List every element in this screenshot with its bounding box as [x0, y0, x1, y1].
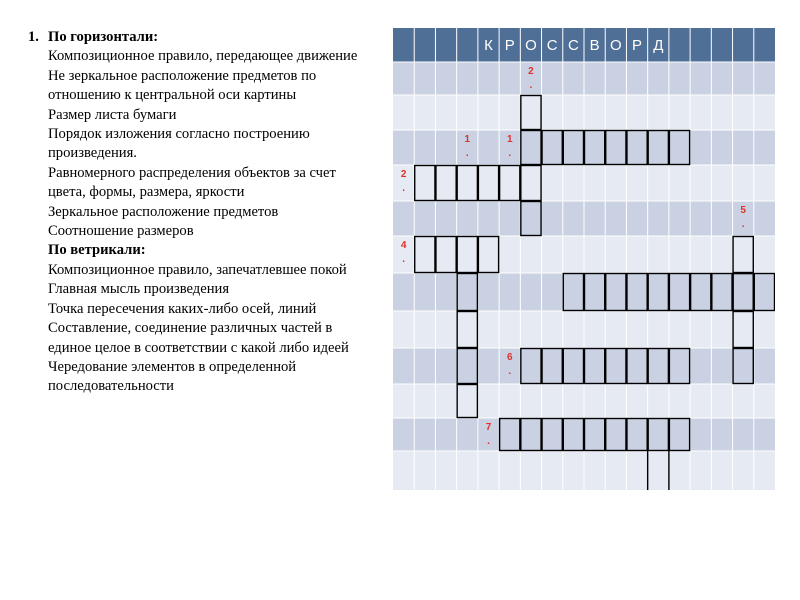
across-number: 1.: [28, 29, 39, 45]
across-clue: Порядок изложения согласно построению произведения.: [48, 126, 310, 162]
clue-marker: 1: [464, 134, 471, 145]
across-clue: Не зеркальное расположение предметов по отношению к центральной оси картины: [48, 67, 317, 104]
clue-marker: 7: [485, 422, 492, 433]
across-clue: Равномерного распределения объектов за счет цвета, формы, размера, яркости: [48, 164, 336, 201]
clue-marker: 2: [400, 169, 407, 180]
down-clue: Составление, соединение различных частей в единое целое в соответствии с какой либо идеей: [48, 320, 349, 356]
title-letter: Р: [632, 37, 643, 54]
across-clue: Соотношение размеров: [48, 223, 194, 240]
down-heading: По ветрикали:: [48, 242, 146, 259]
clue-marker-dot: .: [529, 80, 533, 91]
across-clue: Зеркальное расположение предметов: [48, 203, 279, 220]
clue-marker-dot: .: [402, 183, 406, 194]
clue-marker: 5: [740, 205, 746, 216]
down-clue: Точка пересечения каких-либо осей, линий: [48, 300, 317, 317]
clue-marker-dot: .: [402, 254, 406, 265]
clue-marker: 2: [528, 66, 534, 77]
title-letter: О: [525, 37, 537, 54]
crossword-grid: [393, 28, 775, 490]
title-letter: О: [609, 37, 622, 54]
crossword-svg: [393, 28, 775, 490]
clue-marker: 1: [506, 134, 513, 145]
clue-marker-dot: .: [741, 219, 745, 230]
clue-marker-dot: .: [508, 366, 512, 377]
clues-panel: [28, 28, 373, 397]
across-heading: 1. По горизонтали:: [28, 28, 373, 47]
clue-marker: 4: [400, 240, 407, 251]
title-letter: Д: [653, 37, 664, 54]
down-clue: Чередование элементов в определенной последовательности: [48, 358, 297, 395]
title-letter: В: [589, 37, 600, 54]
clue-marker-dot: .: [508, 148, 512, 159]
title-letter: С: [567, 37, 579, 54]
title-letter: С: [546, 37, 558, 54]
across-clue: Композиционное правило, передающее движение: [48, 48, 358, 65]
down-clue: Главная мысль произведения: [48, 281, 230, 298]
across-clue: Размер листа бумаги: [48, 106, 177, 123]
clue-marker-dot: .: [465, 148, 469, 159]
title-letter: Р: [504, 37, 515, 54]
clue-marker: 6: [506, 352, 513, 363]
title-letter: К: [484, 37, 493, 54]
clue-marker-dot: .: [487, 436, 490, 447]
down-clue: Композиционное правило, запечатлевшее покой: [48, 261, 347, 278]
